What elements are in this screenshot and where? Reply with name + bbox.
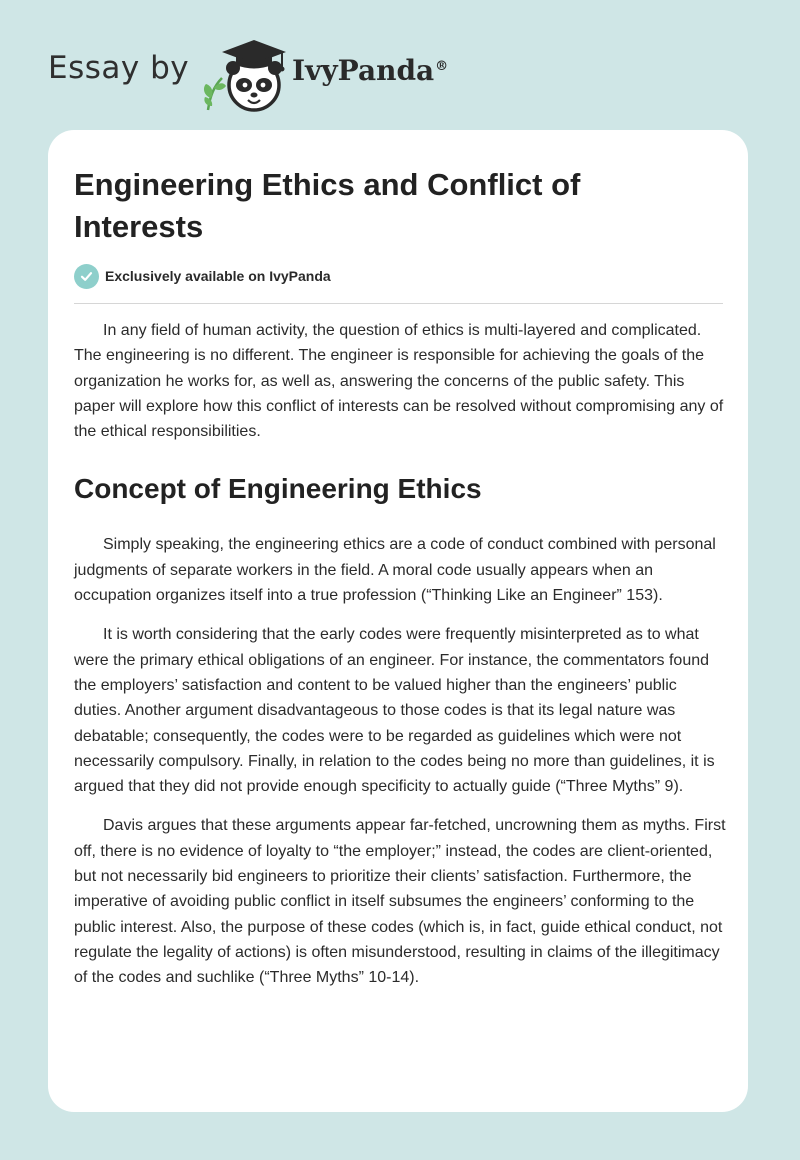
article-body [74, 318, 728, 1005]
registered-mark: ® [435, 58, 449, 74]
exclusive-label: Exclusively available on IvyPanda [105, 268, 331, 284]
body-paragraph: Simply speaking, the engineering ethics are a code of conduct combined with personal judgments of separate workers in the field. A moral code usually appears when an occupation organizes itself into a true profession (“Thinking Like an Engineer” 153). [74, 536, 716, 605]
divider [74, 303, 723, 304]
intro-paragraph: In any field of human activity, the question of ethics is multi-layered and complicated. The engineering is no different. The engineer is responsible for achieving the goals of the organization he works for, as well as, answering the concerns of the public safety. This paper will explore how this conflict of interests can be resolved without compromising any of the ethical responsibilities. [74, 322, 724, 441]
essay-by-label: Essay by [48, 50, 190, 86]
page-title: Engineering Ethics and Conflict of Interests [74, 167, 581, 244]
exclusive-badge [74, 263, 331, 289]
body-paragraph: Davis argues that these arguments appear far-fetched, uncrowning them as myths. First off, there is no evidence of loyalty to “the employer;” instead, the codes are client-oriented, but not necessarily bid engineers to prioritize their clients’ satisfaction. Furthermore, the imperative of avoiding public conflict in itself subsumes the engineers’ conforming to the public interest. Also, the purpose of these codes (which is, in fact, guide ethical conduct, not regulate the legality of actions) is often misunderstood, resulting in claims of the illegitimacy of the codes and suchlike (“Three Myths” 10-14). [74, 817, 726, 987]
brand-name[interactable] [292, 54, 448, 87]
essay-card [48, 130, 748, 1112]
panda-graduate-icon [200, 38, 292, 114]
site-header [48, 34, 508, 114]
brand-name-text: IvyPanda [292, 54, 435, 87]
section-heading: Concept of Engineering Ethics [74, 473, 482, 505]
check-circle-icon [74, 264, 99, 289]
body-paragraph: It is worth considering that the early codes were frequently misinterpreted as to what were the primary ethical obligations of an engineer. For instance, the commentators found the employers’ satisfaction and content to be valued higher than the engineers’ public duties. Another argument disadvantageous to those codes is that its legal nature was debatable; consequently, the codes were to be regarded as guidelines which were not necessarily compulsory. Finally, in relation to the codes being no more than guidelines, it is argued that they did not provide enough specificity to actually guide (“Three Myths” 9). [74, 626, 715, 796]
